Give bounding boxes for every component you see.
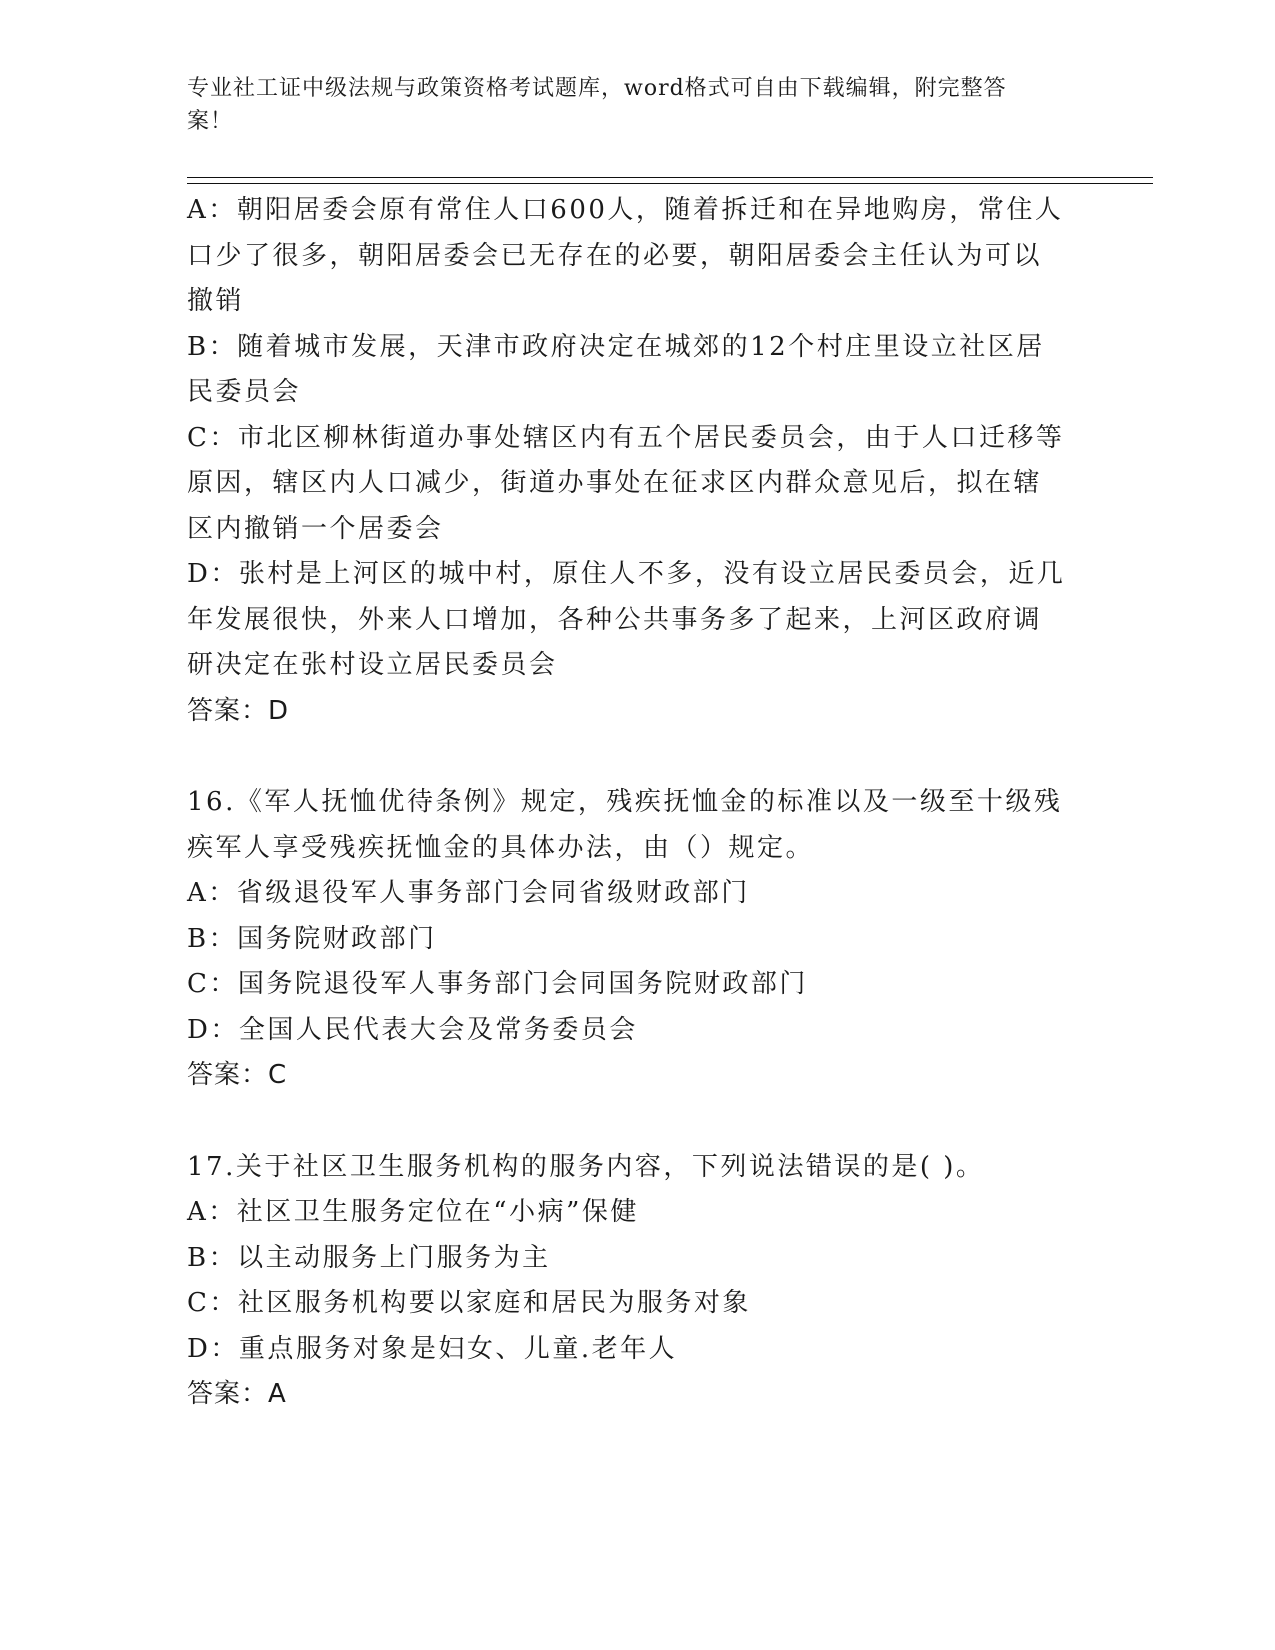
option-a bbox=[187, 188, 1077, 325]
question-spacer bbox=[187, 1099, 1077, 1145]
question-15 bbox=[187, 188, 1077, 734]
header-divider-bottom bbox=[187, 183, 1153, 184]
option-a-line-2: 口少了很多，朝阳居委会已无存在的必要，朝阳居委会主任认为可以 bbox=[187, 240, 1043, 271]
header-line-1: 专业社工证中级法规与政策资格考试题库，word格式可自由下载编辑，附完整答 bbox=[187, 76, 1007, 101]
option-c-line-1: C：市北区柳林街道办事处辖区内有五个居民委员会，由于人口迁移等 bbox=[187, 422, 1065, 453]
option-a-line-3: 撤销 bbox=[187, 286, 245, 316]
question-stem-line-2: 疾军人享受残疾抚恤金的具体办法，由（）规定。 bbox=[187, 832, 815, 863]
option-c bbox=[187, 416, 1077, 553]
document-header bbox=[187, 72, 1067, 138]
answer: 答案：A bbox=[187, 1379, 287, 1409]
option-b bbox=[187, 325, 1077, 416]
option-b-line-1: B：随着城市发展，天津市政府决定在城郊的12个村庄里设立社区居 bbox=[187, 331, 1045, 362]
question-stem-line-1: 16.《军人抚恤优待条例》规定，残疾抚恤金的标准以及一级至十级残 bbox=[187, 787, 1063, 817]
option-a-line-1: A：朝阳居委会原有常住人口600人，随着拆迁和在异地购房，常住人 bbox=[187, 195, 1064, 225]
option-d-line-2: 年发展很快，外来人口增加，各种公共事务多了起来，上河区政府调 bbox=[187, 604, 1043, 635]
question-list bbox=[187, 188, 1077, 1418]
option-d: D：重点服务对象是妇女、儿童.老年人 bbox=[187, 1333, 678, 1364]
option-c-line-2: 原因，辖区内人口减少，街道办事处在征求区内群众意见后，拟在辖 bbox=[187, 468, 1043, 498]
option-b-line-2: 民委员会 bbox=[187, 377, 302, 407]
option-c: C：社区服务机构要以家庭和居民为服务对象 bbox=[187, 1288, 751, 1318]
option-c: C：国务院退役军人事务部门会同国务院财政部门 bbox=[187, 969, 808, 999]
header-line-2: 案！ bbox=[187, 109, 234, 134]
option-d: D：全国人民代表大会及常务委员会 bbox=[187, 1014, 638, 1045]
answer: 答案：D bbox=[187, 695, 290, 726]
option-d-line-3: 研决定在张村设立居民委员会 bbox=[187, 650, 558, 680]
option-d-line-1: D：张村是上河区的城中村，原住人不多，没有设立居民委员会，近几 bbox=[187, 559, 1066, 589]
question-stem: 17.关于社区卫生服务机构的服务内容，下列说法错误的是( )。 bbox=[187, 1151, 985, 1182]
option-a: A：社区卫生服务定位在“小病”保健 bbox=[187, 1197, 639, 1227]
option-b: B：以主动服务上门服务为主 bbox=[187, 1242, 551, 1273]
option-d bbox=[187, 552, 1077, 689]
question-17 bbox=[187, 1145, 1077, 1418]
header-divider-top bbox=[187, 177, 1153, 178]
question-16 bbox=[187, 780, 1077, 1099]
answer: 答案：C bbox=[187, 1060, 288, 1090]
option-c-line-3: 区内撤销一个居委会 bbox=[187, 513, 444, 544]
question-spacer bbox=[187, 734, 1077, 780]
option-b: B：国务院财政部门 bbox=[187, 923, 437, 954]
option-a: A：省级退役军人事务部门会同省级财政部门 bbox=[187, 878, 750, 908]
